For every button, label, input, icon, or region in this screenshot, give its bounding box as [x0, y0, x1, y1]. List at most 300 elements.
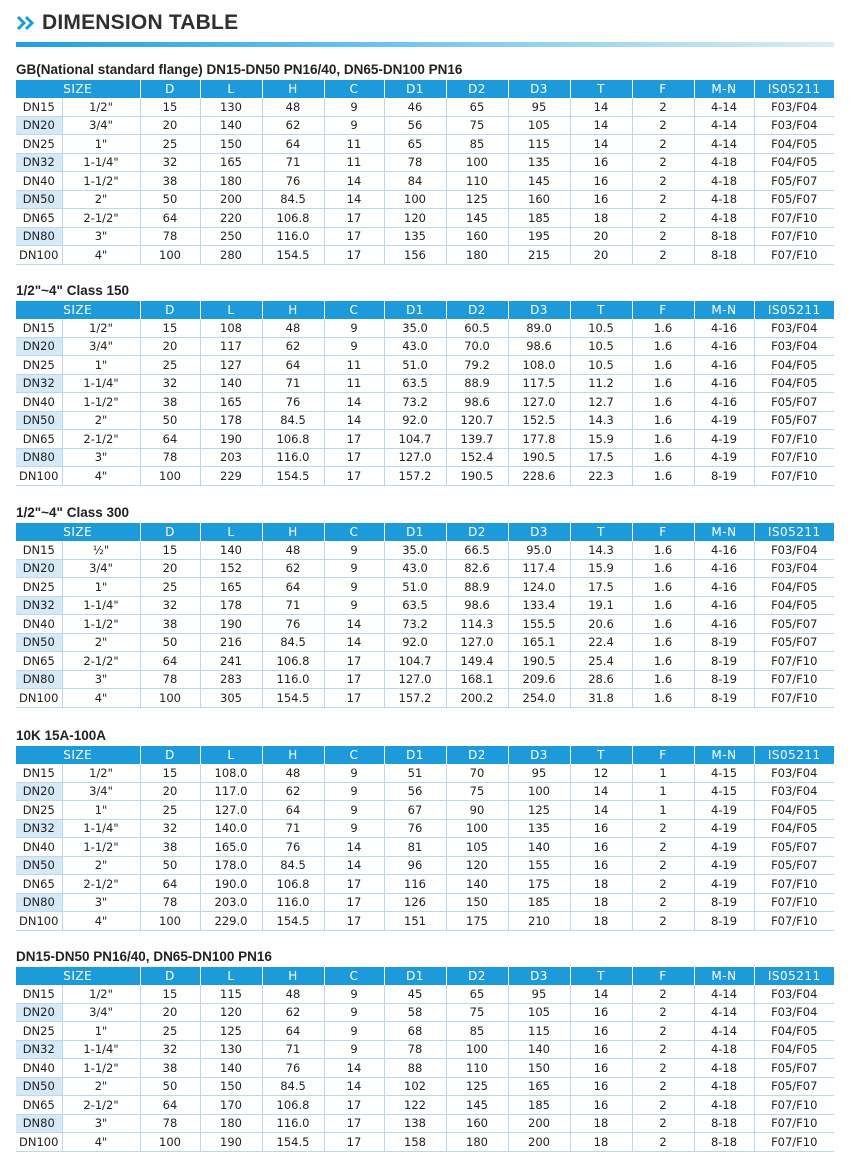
section-title: 1/2"~4" Class 150: [16, 283, 130, 298]
column-header: M-N: [694, 967, 754, 985]
column-header: D: [140, 967, 200, 985]
table-cell: 84.5: [262, 411, 324, 430]
table-row: [16, 689, 834, 708]
table-cell: 17: [324, 652, 384, 671]
dn-cell: DN65: [16, 1096, 62, 1115]
table-cell: 4-16: [694, 393, 754, 412]
column-header: C: [324, 80, 384, 98]
table-cell: 165: [508, 1077, 570, 1096]
table-cell: 64: [262, 135, 324, 154]
table-cell: 2-1/2": [62, 430, 140, 449]
table-cell: 100: [384, 190, 446, 209]
table-cell: 14.3: [570, 541, 632, 559]
dimension-section: [16, 947, 834, 1152]
table-cell: 14: [570, 116, 632, 135]
table-cell: 50: [140, 411, 200, 430]
table-cell: 140: [200, 1059, 262, 1078]
table-cell: 108: [200, 319, 262, 337]
table-cell: 108.0: [508, 356, 570, 375]
table-cell: 19.1: [570, 596, 632, 615]
table-cell: 8-18: [694, 1133, 754, 1152]
table-cell: 140: [508, 1040, 570, 1059]
table-row: [16, 670, 834, 689]
table-cell: 12: [570, 764, 632, 782]
table-cell: 17: [324, 893, 384, 912]
column-header: F: [632, 746, 694, 764]
table-cell: 1.6: [632, 559, 694, 578]
table-cell: 64: [262, 356, 324, 375]
table-cell: 127.0: [384, 670, 446, 689]
table-cell: 127.0: [384, 448, 446, 467]
table-cell: 110: [446, 172, 508, 191]
table-row: [16, 1022, 834, 1041]
table-cell: 16: [570, 1040, 632, 1059]
table-cell: 15: [140, 319, 200, 337]
table-cell: 8-18: [694, 227, 754, 246]
table-cell: 15: [140, 985, 200, 1003]
table-row: [16, 633, 834, 652]
table-cell: 180: [446, 246, 508, 265]
dn-cell: DN32: [16, 374, 62, 393]
table-cell: 15.9: [570, 430, 632, 449]
table-cell: 8-19: [694, 652, 754, 671]
dn-cell: DN32: [16, 1040, 62, 1059]
dimension-section: [16, 60, 834, 265]
table-cell: 180: [200, 1114, 262, 1133]
header-row: [16, 80, 834, 98]
table-cell: F04/F05: [754, 819, 834, 838]
table-cell: 9: [324, 985, 384, 1003]
table-cell: 4": [62, 912, 140, 931]
table-cell: 1.6: [632, 670, 694, 689]
table-row: [16, 1114, 834, 1133]
column-header: F: [632, 523, 694, 541]
table-cell: 9: [324, 559, 384, 578]
table-cell: 4-18: [694, 153, 754, 172]
table-cell: F05/F07: [754, 1077, 834, 1096]
table-cell: 2: [632, 116, 694, 135]
table-cell: 135: [508, 819, 570, 838]
table-cell: 2-1/2": [62, 209, 140, 228]
table-cell: 120: [446, 856, 508, 875]
table-cell: 145: [446, 209, 508, 228]
table-cell: 127.0: [508, 393, 570, 412]
dn-cell: DN80: [16, 448, 62, 467]
header-row: [16, 967, 834, 985]
column-header: T: [570, 967, 632, 985]
table-row: [16, 190, 834, 209]
table-row: [16, 319, 834, 337]
column-header: D: [140, 523, 200, 541]
table-cell: F04/F05: [754, 153, 834, 172]
column-header: T: [570, 301, 632, 319]
table-row: [16, 893, 834, 912]
dn-cell: DN20: [16, 1003, 62, 1022]
table-cell: 48: [262, 98, 324, 116]
table-cell: 82.6: [446, 559, 508, 578]
table-cell: F07/F10: [754, 875, 834, 894]
table-cell: 14: [324, 856, 384, 875]
column-header: C: [324, 301, 384, 319]
column-header: D1: [384, 80, 446, 98]
table-cell: 2": [62, 411, 140, 430]
table-cell: 104.7: [384, 652, 446, 671]
table-cell: 20: [140, 1003, 200, 1022]
table-cell: 38: [140, 615, 200, 634]
table-cell: 3": [62, 1114, 140, 1133]
table-cell: 35.0: [384, 541, 446, 559]
table-cell: 1-1/2": [62, 838, 140, 857]
column-header: IS05211: [754, 746, 834, 764]
dn-cell: DN15: [16, 764, 62, 782]
dimension-table: [16, 967, 834, 1152]
table-cell: F05/F07: [754, 615, 834, 634]
table-cell: F07/F10: [754, 430, 834, 449]
column-header: F: [632, 967, 694, 985]
table-cell: 4-18: [694, 172, 754, 191]
table-cell: 185: [508, 893, 570, 912]
table-cell: 2: [632, 875, 694, 894]
table-cell: 8-18: [694, 1114, 754, 1133]
table-cell: 4-16: [694, 596, 754, 615]
dimension-section: [16, 503, 834, 708]
table-cell: 50: [140, 856, 200, 875]
table-cell: 32: [140, 1040, 200, 1059]
table-cell: 1.6: [632, 337, 694, 356]
dn-cell: DN100: [16, 689, 62, 708]
table-cell: 20: [140, 116, 200, 135]
dn-cell: DN15: [16, 985, 62, 1003]
table-cell: 140: [200, 116, 262, 135]
page-title: DIMENSION TABLE: [42, 11, 239, 34]
table-cell: 18: [570, 209, 632, 228]
dn-cell: DN32: [16, 153, 62, 172]
dn-cell: DN80: [16, 1114, 62, 1133]
table-cell: 140: [200, 541, 262, 559]
table-cell: 14: [324, 1059, 384, 1078]
table-cell: 190.0: [200, 875, 262, 894]
table-cell: 56: [384, 782, 446, 801]
dn-cell: DN25: [16, 356, 62, 375]
table-cell: F07/F10: [754, 1133, 834, 1152]
table-cell: 92.0: [384, 411, 446, 430]
table-cell: 38: [140, 838, 200, 857]
table-cell: 190: [200, 430, 262, 449]
table-cell: 14: [570, 801, 632, 820]
table-row: [16, 209, 834, 228]
table-cell: 11: [324, 356, 384, 375]
dn-cell: DN65: [16, 430, 62, 449]
table-cell: 190: [200, 1133, 262, 1152]
dn-cell: DN40: [16, 838, 62, 857]
table-cell: 203: [200, 448, 262, 467]
table-cell: 1: [632, 764, 694, 782]
table-cell: 130: [200, 98, 262, 116]
table-cell: 3": [62, 448, 140, 467]
table-cell: 170: [200, 1096, 262, 1115]
table-cell: 160: [508, 190, 570, 209]
table-cell: 48: [262, 319, 324, 337]
table-cell: 56: [384, 116, 446, 135]
table-cell: 2: [632, 819, 694, 838]
table-cell: F03/F04: [754, 541, 834, 559]
table-cell: 104.7: [384, 430, 446, 449]
table-cell: 9: [324, 541, 384, 559]
table-cell: 18: [570, 1114, 632, 1133]
table-cell: 65: [446, 985, 508, 1003]
table-cell: 95.0: [508, 541, 570, 559]
dimension-section: [16, 281, 834, 486]
table-cell: 8-19: [694, 912, 754, 931]
table-cell: 70.0: [446, 337, 508, 356]
table-cell: 165: [200, 153, 262, 172]
table-cell: 156: [384, 246, 446, 265]
header-row: [16, 301, 834, 319]
table-cell: 1-1/2": [62, 615, 140, 634]
column-header: D3: [508, 967, 570, 985]
table-cell: 48: [262, 985, 324, 1003]
dn-cell: DN20: [16, 116, 62, 135]
table-cell: 14.3: [570, 411, 632, 430]
table-cell: 2: [632, 1133, 694, 1152]
table-cell: 9: [324, 1022, 384, 1041]
dn-cell: DN80: [16, 893, 62, 912]
table-cell: 20: [140, 559, 200, 578]
table-cell: 84.5: [262, 856, 324, 875]
table-cell: 58: [384, 1003, 446, 1022]
table-cell: 154.5: [262, 912, 324, 931]
table-cell: 150: [200, 135, 262, 154]
table-cell: 28.6: [570, 670, 632, 689]
table-cell: 106.8: [262, 875, 324, 894]
table-cell: 79.2: [446, 356, 508, 375]
table-cell: F07/F10: [754, 652, 834, 671]
table-cell: 1-1/2": [62, 1059, 140, 1078]
table-cell: 116.0: [262, 448, 324, 467]
section-title: DN15-DN50 PN16/40, DN65-DN100 PN16: [16, 949, 272, 964]
table-cell: 9: [324, 1003, 384, 1022]
table-cell: 8-19: [694, 670, 754, 689]
table-cell: F07/F10: [754, 467, 834, 486]
table-cell: 1/2": [62, 319, 140, 337]
table-cell: 140: [508, 838, 570, 857]
column-header: T: [570, 523, 632, 541]
table-row: [16, 559, 834, 578]
table-cell: 4": [62, 246, 140, 265]
column-header: SIZE: [16, 80, 140, 98]
table-row: [16, 985, 834, 1003]
table-cell: 180: [446, 1133, 508, 1152]
table-row: [16, 1133, 834, 1152]
table-cell: 4-16: [694, 615, 754, 634]
table-cell: 117.5: [508, 374, 570, 393]
table-cell: 155.5: [508, 615, 570, 634]
table-cell: 2: [632, 1059, 694, 1078]
table-cell: 1.6: [632, 430, 694, 449]
table-cell: 78: [140, 1114, 200, 1133]
table-cell: 116.0: [262, 670, 324, 689]
table-cell: 117: [200, 337, 262, 356]
table-cell: 122: [384, 1096, 446, 1115]
header-row: [16, 746, 834, 764]
header-row: [16, 523, 834, 541]
table-cell: 175: [508, 875, 570, 894]
table-cell: 250: [200, 227, 262, 246]
table-cell: 210: [508, 912, 570, 931]
table-cell: 22.4: [570, 633, 632, 652]
table-cell: 43.0: [384, 559, 446, 578]
column-header: M-N: [694, 746, 754, 764]
column-header: D: [140, 746, 200, 764]
table-row: [16, 337, 834, 356]
column-header: IS05211: [754, 301, 834, 319]
table-row: [16, 430, 834, 449]
table-cell: 71: [262, 153, 324, 172]
table-cell: 114.3: [446, 615, 508, 634]
table-cell: 14: [570, 782, 632, 801]
dimension-table: [16, 301, 834, 486]
table-cell: 68: [384, 1022, 446, 1041]
column-header: T: [570, 746, 632, 764]
table-cell: 4-16: [694, 319, 754, 337]
table-cell: 1.6: [632, 541, 694, 559]
column-header: H: [262, 523, 324, 541]
table-cell: 14: [324, 190, 384, 209]
table-cell: 11: [324, 135, 384, 154]
dimension-table: [16, 80, 834, 265]
table-cell: 15: [140, 541, 200, 559]
table-cell: 50: [140, 190, 200, 209]
table-cell: 2: [632, 1022, 694, 1041]
table-cell: 9: [324, 1040, 384, 1059]
table-cell: 203.0: [200, 893, 262, 912]
table-cell: 22.3: [570, 467, 632, 486]
dn-cell: DN20: [16, 337, 62, 356]
dn-cell: DN100: [16, 467, 62, 486]
table-cell: 149.4: [446, 652, 508, 671]
table-cell: 2": [62, 633, 140, 652]
table-cell: F07/F10: [754, 448, 834, 467]
table-cell: 165.1: [508, 633, 570, 652]
table-cell: 1.6: [632, 374, 694, 393]
table-cell: 16: [570, 172, 632, 191]
table-cell: 1-1/4": [62, 153, 140, 172]
table-cell: 1-1/4": [62, 1040, 140, 1059]
table-cell: 1.6: [632, 356, 694, 375]
table-cell: 154.5: [262, 1133, 324, 1152]
table-cell: 152.5: [508, 411, 570, 430]
table-cell: 16: [570, 1077, 632, 1096]
table-cell: 152.4: [446, 448, 508, 467]
table-row: [16, 541, 834, 559]
table-cell: 215: [508, 246, 570, 265]
table-cell: 9: [324, 116, 384, 135]
table-cell: 10.5: [570, 337, 632, 356]
table-cell: 4-14: [694, 1022, 754, 1041]
table-cell: F07/F10: [754, 209, 834, 228]
table-cell: 4-14: [694, 1003, 754, 1022]
table-cell: F03/F04: [754, 764, 834, 782]
table-cell: 18: [570, 875, 632, 894]
table-cell: 20: [570, 246, 632, 265]
table-cell: 2": [62, 1077, 140, 1096]
table-cell: 64: [140, 652, 200, 671]
table-cell: 14: [324, 393, 384, 412]
column-header: L: [200, 80, 262, 98]
table-cell: 17: [324, 912, 384, 931]
table-cell: 65: [446, 98, 508, 116]
dn-cell: DN20: [16, 782, 62, 801]
table-cell: 35.0: [384, 319, 446, 337]
table-cell: F07/F10: [754, 1114, 834, 1133]
table-cell: 1.6: [632, 689, 694, 708]
table-cell: 124.0: [508, 578, 570, 597]
table-cell: F04/F05: [754, 356, 834, 375]
table-cell: 115: [200, 985, 262, 1003]
table-cell: F03/F04: [754, 337, 834, 356]
table-row: [16, 1003, 834, 1022]
table-cell: 108.0: [200, 764, 262, 782]
table-cell: F05/F07: [754, 411, 834, 430]
table-row: [16, 172, 834, 191]
table-cell: 73.2: [384, 393, 446, 412]
table-cell: 16: [570, 153, 632, 172]
table-cell: 115: [508, 1022, 570, 1041]
table-cell: F04/F05: [754, 596, 834, 615]
table-cell: 76: [262, 615, 324, 634]
table-cell: 151: [384, 912, 446, 931]
table-row: [16, 838, 834, 857]
table-cell: 100: [140, 912, 200, 931]
table-cell: F05/F07: [754, 856, 834, 875]
table-cell: 50: [140, 1077, 200, 1096]
table-cell: 88.9: [446, 578, 508, 597]
table-cell: 4-18: [694, 1059, 754, 1078]
table-cell: 2: [632, 135, 694, 154]
dn-cell: DN25: [16, 578, 62, 597]
table-cell: 106.8: [262, 430, 324, 449]
column-header: H: [262, 746, 324, 764]
table-cell: 195: [508, 227, 570, 246]
table-row: [16, 912, 834, 931]
table-cell: F07/F10: [754, 893, 834, 912]
table-cell: 3/4": [62, 337, 140, 356]
table-cell: 9: [324, 764, 384, 782]
dn-cell: DN40: [16, 393, 62, 412]
table-cell: 155: [508, 856, 570, 875]
table-cell: 1-1/4": [62, 596, 140, 615]
table-cell: 20.6: [570, 615, 632, 634]
table-cell: 150: [508, 1059, 570, 1078]
table-cell: 14: [324, 633, 384, 652]
column-header: C: [324, 746, 384, 764]
table-cell: 157.2: [384, 467, 446, 486]
table-cell: 11.2: [570, 374, 632, 393]
table-cell: 25: [140, 1022, 200, 1041]
table-cell: 76: [262, 393, 324, 412]
table-cell: 2: [632, 1077, 694, 1096]
table-cell: 9: [324, 782, 384, 801]
column-header: D2: [446, 80, 508, 98]
table-cell: 67: [384, 801, 446, 820]
table-cell: 73.2: [384, 615, 446, 634]
table-cell: 116.0: [262, 227, 324, 246]
dn-cell: DN25: [16, 135, 62, 154]
table-cell: 4-14: [694, 135, 754, 154]
dn-cell: DN15: [16, 98, 62, 116]
table-cell: 125: [200, 1022, 262, 1041]
table-cell: 1.6: [632, 393, 694, 412]
